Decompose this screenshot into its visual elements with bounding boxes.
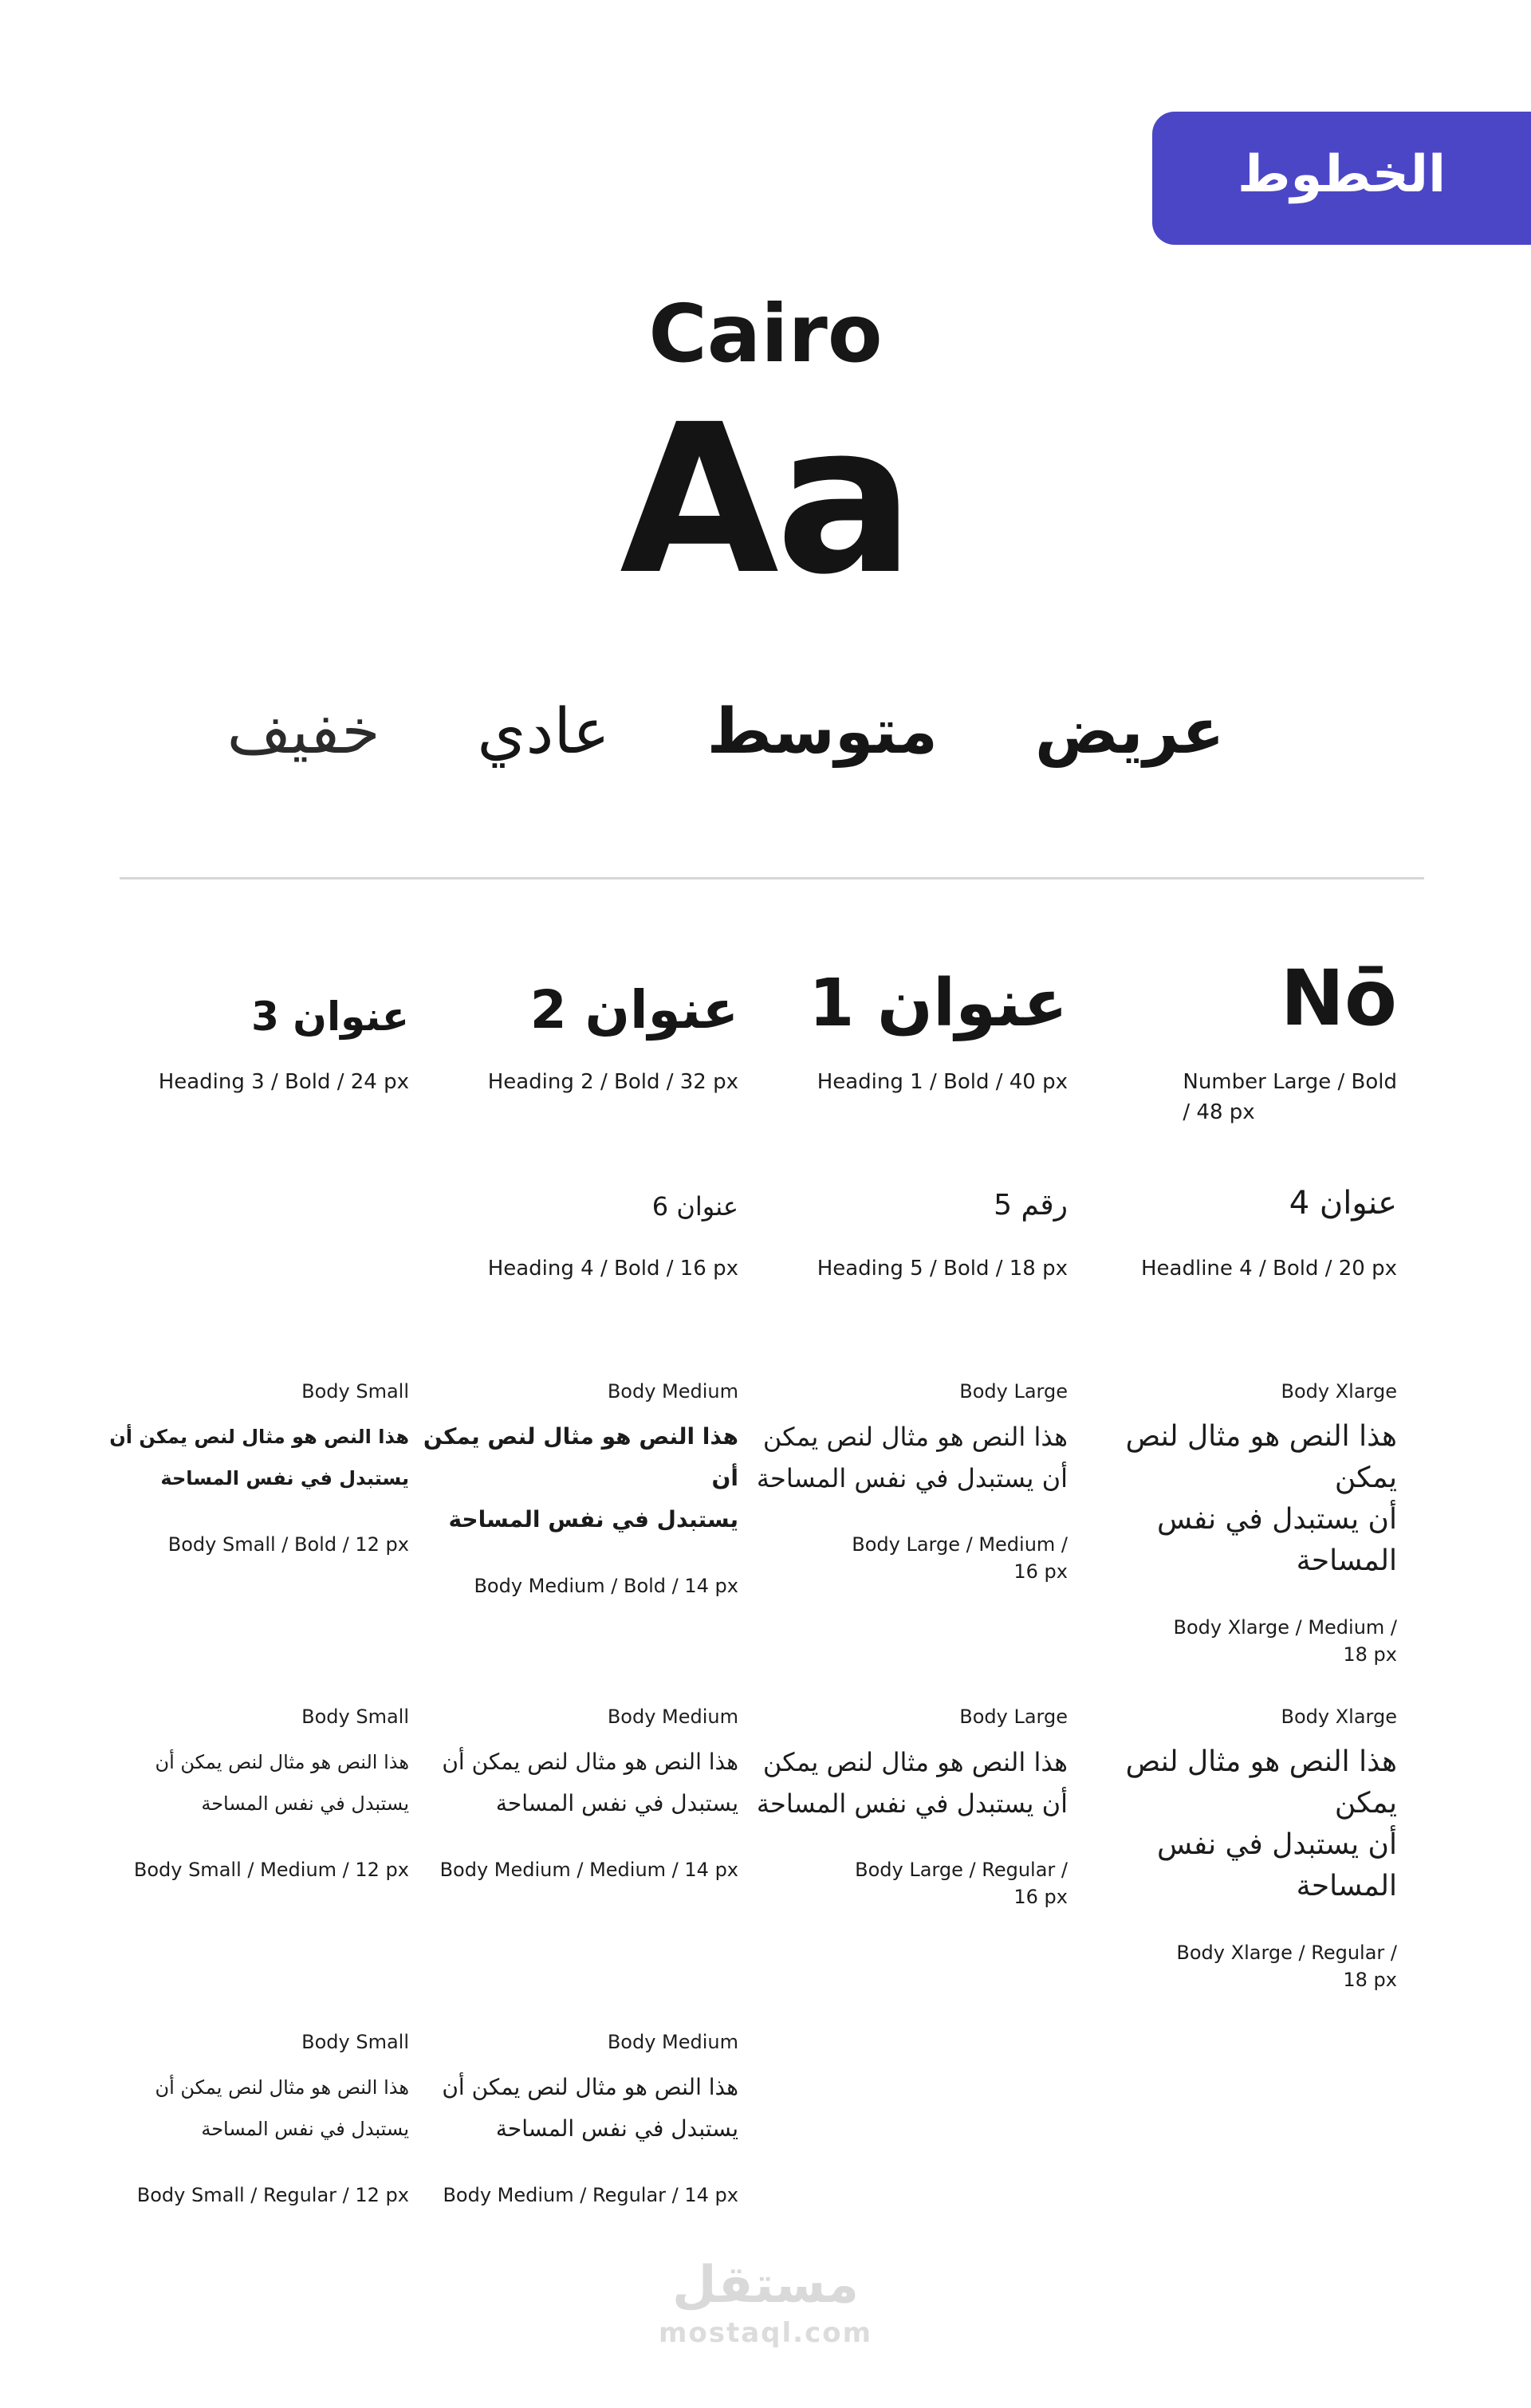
body-sample-text: هذا النص هو مثال لنص يمكن أن يستبدل في نفس المساحة	[756, 1422, 1068, 1493]
empty-cell	[738, 2028, 1068, 2209]
mostaql-domain: mostaql.com	[658, 2316, 873, 2349]
body-sample-title: Body Small	[301, 1380, 409, 1403]
section-divider	[120, 877, 1424, 879]
heading1-sample: عنوان 1	[809, 966, 1068, 1041]
body-cell-large	[738, 1703, 1068, 1993]
body-sample-text: هذا النص هو مثال لنص يمكن أن يستبدل في نفس المساحة	[442, 1749, 738, 1816]
fonts-badge-label: الخطوط	[1237, 144, 1446, 204]
body-sample-title: Body Small	[301, 2031, 409, 2053]
body-cell-medium	[409, 1378, 738, 1668]
body-sample-text: هذا النص هو مثال لنص يمكن أن يستبدل في نفس المساحة	[155, 1751, 409, 1815]
heading2-spec: Heading 2 / Bold / 32 px	[487, 1070, 738, 1094]
body-sample-spec: Body Medium / Regular / 14 px	[443, 2184, 738, 2206]
body-cell-xlarge	[1068, 1378, 1397, 1668]
body-samples-row-1	[80, 1378, 1397, 1668]
heading-cell-number-large	[1068, 909, 1397, 1127]
body-sample-spec: Body Large / Regular / 16 px	[855, 1859, 1068, 1908]
body-cell-xlarge	[1068, 1703, 1397, 1993]
body-samples-row-3	[80, 2028, 1397, 2209]
heading5-spec: Heading 5 / Bold / 18 px	[817, 1257, 1068, 1281]
heading2-sample: عنوان 2	[529, 979, 738, 1041]
body-cell-small	[80, 2028, 409, 2209]
heading5-sample: رقم 5	[994, 1189, 1068, 1222]
heading-cell-h5	[738, 1127, 1068, 1284]
heading4-sample: عنوان 4	[1289, 1185, 1397, 1222]
number-large-spec-line2: / 48 px	[1183, 1100, 1255, 1124]
body-samples-row-2	[80, 1703, 1397, 1993]
body-sample-title: Body Xlarge	[1281, 1706, 1397, 1728]
font-weights-row	[0, 695, 1451, 770]
body-sample-text: هذا النص هو مثال لنص يمكن أن يستبدل في نفس المساحة	[1125, 1745, 1397, 1902]
headings-row-1	[80, 909, 1397, 1127]
weight-label-bold: عريض	[1034, 696, 1225, 768]
empty-cell	[80, 1127, 409, 1284]
body-sample-text: هذا النص هو مثال لنص يمكن أن يستبدل في نفس المساحة	[155, 2076, 409, 2140]
mostaql-watermark	[0, 2255, 1531, 2347]
empty-cell	[1068, 2028, 1397, 2209]
body-cell-small	[80, 1703, 409, 1993]
body-sample-text: هذا النص هو مثال لنص يمكن أن يستبدل في نفس المساحة	[1125, 1420, 1397, 1577]
body-sample-spec: Body Xlarge / Medium / 18 px	[1173, 1616, 1397, 1666]
body-sample-text: هذا النص هو مثال لنص يمكن أن يستبدل في نفس المساحة	[442, 2074, 738, 2142]
heading-cell-h3	[80, 909, 409, 1127]
heading-cell-h1	[738, 909, 1068, 1127]
heading6-sample: عنوان 6	[651, 1191, 738, 1222]
body-cell-medium	[409, 1703, 738, 1993]
body-sample-title: Body Medium	[607, 1380, 738, 1403]
body-sample-spec: Body Small / Regular / 12 px	[136, 2184, 409, 2206]
weight-label-light: خفيف	[226, 696, 380, 768]
body-sample-spec: Body Small / Medium / 12 px	[133, 1859, 409, 1881]
heading-cell-h2	[409, 909, 738, 1127]
heading6-spec: Heading 4 / Bold / 16 px	[487, 1257, 738, 1281]
body-sample-spec: Body Large / Medium / 16 px	[852, 1533, 1068, 1583]
body-cell-large	[738, 1378, 1068, 1668]
body-sample-text: هذا النص هو مثال لنص يمكن أن يستبدل في نفس المساحة	[756, 1747, 1068, 1819]
heading-cell-h6	[409, 1127, 738, 1284]
type-scale-grid	[80, 909, 1397, 2209]
weight-label-medium: متوسط	[706, 696, 938, 768]
heading1-spec: Heading 1 / Bold / 40 px	[817, 1070, 1068, 1094]
heading-cell-h4	[1068, 1127, 1397, 1284]
fonts-section-badge	[1152, 112, 1531, 245]
body-sample-spec: Body Xlarge / Regular / 18 px	[1176, 1942, 1397, 1991]
body-sample-title: Body Medium	[607, 1706, 738, 1728]
heading3-spec: Heading 3 / Bold / 24 px	[158, 1070, 409, 1094]
body-sample-title: Body Medium	[607, 2031, 738, 2053]
mostaql-logo: مستقل	[671, 2256, 860, 2315]
heading3-sample: عنوان 3	[251, 993, 409, 1040]
body-sample-spec: Body Small / Bold / 12 px	[167, 1533, 409, 1556]
body-sample-text: هذا النص هو مثال لنص يمكن أن يستبدل في نفس المساحة	[109, 1426, 409, 1489]
number-large-spec-line1: Number Large / Bold	[1183, 1070, 1397, 1094]
body-sample-title: Body Large	[959, 1706, 1068, 1728]
body-cell-medium	[409, 2028, 738, 2209]
headings-row-2	[80, 1127, 1397, 1284]
body-cell-small	[80, 1378, 409, 1668]
body-sample-spec: Body Medium / Medium / 14 px	[439, 1859, 738, 1881]
number-large-sample: Nō	[1280, 954, 1397, 1043]
heading4-spec: Headline 4 / Bold / 20 px	[1140, 1257, 1397, 1281]
body-sample-spec: Body Medium / Bold / 14 px	[474, 1575, 738, 1597]
body-sample-title: Body Large	[959, 1380, 1068, 1403]
body-sample-text: هذا النص هو مثال لنص يمكن أن يستبدل في نفس المساحة	[423, 1423, 738, 1533]
weight-label-regular: عادي	[477, 696, 610, 768]
font-sample-aa: Aa	[620, 380, 911, 620]
body-sample-title: Body Small	[301, 1706, 409, 1728]
font-name-title: Cairo	[648, 287, 883, 380]
body-sample-title: Body Xlarge	[1281, 1380, 1397, 1403]
